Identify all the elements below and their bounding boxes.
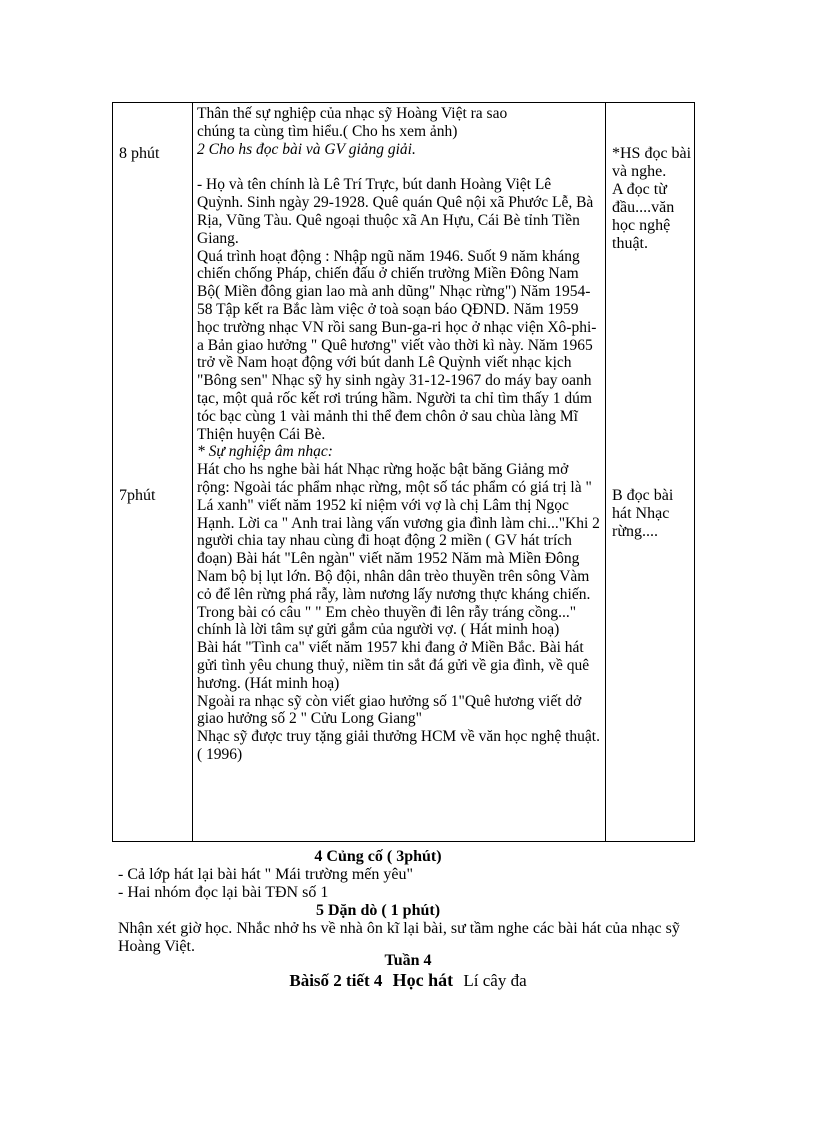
week-label: Tuần 4 <box>384 952 432 969</box>
career-heading: * Sự nghiệp âm nhạc: <box>197 443 333 461</box>
song-title: Lí cây đa <box>463 971 527 990</box>
section-5-heading: 5 Dặn dò ( 1 phút) <box>315 902 441 919</box>
section-5-text: Nhận xét giờ học. Nhắc nhở hs về nhà ôn kĩ lại bài, sư tầm nghe các bài hát của nhạc sỹ Hoàng Việt. <box>118 920 680 955</box>
time-7-minutes: 7phút <box>119 487 156 504</box>
lesson-title <box>0 970 816 991</box>
note-b-read: B đọc bài hát Nhạc rừng.... <box>612 487 674 540</box>
time-8-minutes: 8 phút <box>119 145 160 162</box>
lesson-closing <box>118 848 718 956</box>
activity-paragraph: Quá trình hoạt động : Nhập ngũ năm 1946. Suốt 9 năm kháng chiến chống Pháp, chiến đấu ở chiến trường Miền Đông Nam Bộ( Miền đông gian lao mà anh dũng" Nhạc rừng") Năm 1954- 58 Tập kết ra Bắc làm việc ở toà soạn báo QĐND. Năm 1959 học trường nhạc VN rồi sang Bun-ga-ri học ở nhạc viện Xô-phi-a Bản giao hưởng " Quê hương" viết vào thời kì này. Năm 1965 trở về Nam hoạt động với bút danh Lê Quỳnh viết nhạc kịch "Bông sen" Nhạc sỹ hy sinh ngày 31-12-1967 do máy bay oanh tạc, một quả rốc kết rơi trúng hầm. Người ta chỉ tìm thấy 1 dúm tóc bạc cùng 1 vài mảnh thi thể đem chôn ở sau chùa làng Mĩ Thiện huyện Cái Bè. <box>197 247 597 443</box>
time-column <box>113 103 193 842</box>
intro-line-2: chúng ta cùng tìm hiểu.( Cho hs xem ảnh) <box>197 122 458 140</box>
intro-line-1: Thân thế sự nghiệp của nhạc sỹ Hoàng Việt ra sao <box>197 105 508 122</box>
lesson-table <box>112 102 695 842</box>
lesson-activity: Học hát <box>392 970 454 990</box>
section-4-heading: 4 Củng cố ( 3phút) <box>314 848 442 865</box>
lesson-number: Bàisố 2 tiết 4 <box>289 971 383 990</box>
content-column <box>193 103 606 842</box>
table-row <box>113 103 695 842</box>
symphony-paragraph: Ngoài ra nhạc sỹ còn viết giao hưởng số 1"Quê hương viết dở giao hưởng số 2 " Cửu Long Giang" <box>197 692 582 728</box>
tinh-ca-paragraph: Bài hát "Tình ca" viết năm 1957 khi đang ở Miền Bắc. Bài hát gửi tình yêu chung thuỷ, niềm tin sắt đá gửi về gia đình, về quê hương. (Hát minh hoạ) <box>197 639 590 692</box>
notes-column <box>606 103 695 842</box>
section-4-line-1: - Cả lớp hát lại bài hát " Mái trường mến yêu" <box>118 866 414 883</box>
biography-paragraph: - Họ và tên chính là Lê Trí Trực, bút danh Hoàng Việt Lê Quỳnh. Sinh ngày 29-1928. Quê quán Quê nội xã Phước Lễ, Bà Rịa, Vũng Tàu. Quê ngoại thuộc xã An Hựu, Cái Bè tỉnh Tiền Giang. <box>197 176 594 247</box>
step-2-instruction: 2 Cho hs đọc bài và GV giảng giải. <box>197 140 416 158</box>
note-hs-read: *HS đọc bài và nghe. <box>612 145 692 180</box>
award-paragraph: Nhạc sỹ được truy tặng giải thưởng HCM về văn học nghệ thuật.( 1996) <box>197 728 600 763</box>
section-4-line-2: - Hai nhóm đọc lại bài TĐN số 1 <box>118 884 329 901</box>
career-paragraph: Hát cho hs nghe bài hát Nhạc rừng hoặc bật băng Giảng mở rộng: Ngoài tác phẩm nhạc rừng, một số tác phẩm có giá trị là " Lá xanh" viết năm 1952 kỉ niệm với vợ là chị Lâm thị Ngọc Hạnh. Lời ca " Anh trai làng vấn vương gia đình làm chi..."Khi 2 người chia tay nhau cùng đi hoạt động 2 miền ( GV hát trích đoạn) Bài hát "Lên ngàn" viết năm 1952 Năm mà Miền Đông Nam bộ bị lụt lớn. Bộ đội, nhân dân trèo thuyền trên sông Vàm cỏ để lên rừng phá rẫy, làm nương lấy nương thực kháng chiến. Trong bài có câu " " Em chèo thuyền đi lên rẫy tráng cồng..." chính là lời tâm sự gửi gắm của người vợ. ( Hát minh hoạ) <box>197 461 600 639</box>
note-a-read: A đọc từ đầu....văn học nghệ thuật. <box>612 181 675 252</box>
